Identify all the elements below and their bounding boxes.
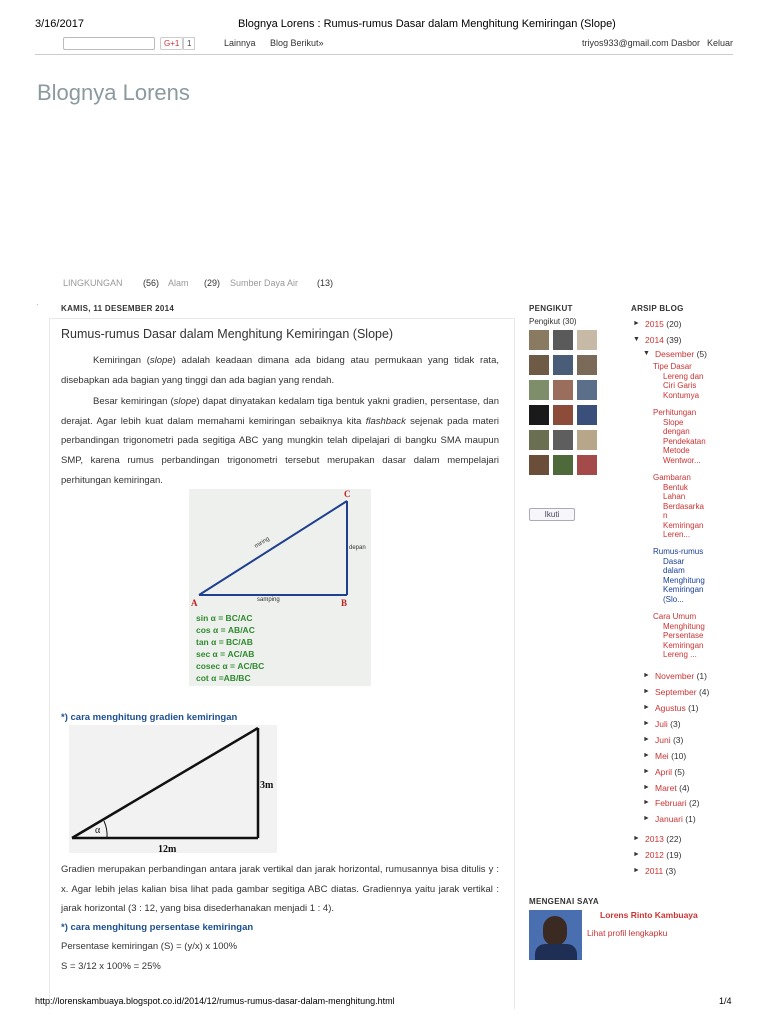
archive-heading: ARSIP BLOG — [631, 304, 684, 313]
archive-year-2011[interactable]: 2011 (3) — [645, 866, 677, 876]
formula-sin: sin α = BC/AC — [196, 613, 253, 623]
formula-cosec: cosec α = AC/BC — [196, 661, 265, 671]
collapsed-arrow-icon[interactable]: ► — [643, 704, 650, 711]
collapsed-arrow-icon[interactable]: ► — [643, 799, 650, 806]
label-link-sumber-daya-air[interactable]: Sumber Daya Air — [230, 278, 299, 288]
archive-month-april[interactable]: April (5) — [655, 767, 685, 777]
formula-cot: cot α =AB/BC — [196, 673, 251, 683]
expanded-arrow-icon[interactable]: ▼ — [633, 336, 640, 343]
trig-triangle-svg — [189, 489, 371, 686]
archive-year-2014[interactable]: 2014 (39) — [645, 335, 682, 345]
follower-avatar[interactable] — [577, 430, 597, 450]
vertex-c-label: C — [344, 489, 351, 499]
archive-year-2012[interactable]: 2012 (19) — [645, 850, 682, 860]
follower-avatar[interactable] — [553, 430, 573, 450]
archive-year-2013[interactable]: 2013 (22) — [645, 834, 682, 844]
opposite-label: depan — [349, 545, 366, 551]
follow-button[interactable]: Ikuti — [529, 508, 575, 521]
follower-avatar[interactable] — [553, 455, 573, 475]
subheading-gradien: *) cara menghitung gradien kemiringan — [61, 712, 238, 723]
profile-name[interactable]: Lorens Rinto Kambuaya — [600, 910, 698, 920]
formula-sec: sec α = AC/AB — [196, 649, 255, 659]
formula-cos: cos α = AB/AC — [196, 625, 255, 635]
follower-avatar[interactable] — [577, 355, 597, 375]
post-date-header: KAMIS, 11 DESEMBER 2014 — [61, 304, 175, 313]
hypotenuse-label: miring — [253, 536, 271, 550]
follower-avatar[interactable] — [529, 380, 549, 400]
navbar-dashboard-link[interactable]: Dasbor — [671, 38, 701, 48]
navbar-next-blog-link[interactable]: Blog Berikut» — [270, 38, 324, 48]
collapsed-arrow-icon[interactable]: ► — [643, 784, 650, 791]
collapsed-arrow-icon[interactable]: ► — [643, 688, 650, 695]
vertex-b-label: B — [341, 598, 348, 608]
followers-heading: PENGIKUT — [529, 304, 573, 313]
profile-link[interactable]: Lihat profil lengkapku — [587, 928, 668, 938]
slope-triangle-figure — [69, 725, 277, 853]
archive-month-maret[interactable]: Maret (4) — [655, 783, 690, 793]
about-heading: MENGENAI SAYA — [529, 897, 599, 906]
label-link-lingkungan[interactable]: LINGKUNGAN — [63, 278, 123, 288]
archive-post-link[interactable]: Tipe Dasar Lereng dan Ciri Garis Kontumya — [653, 362, 704, 400]
post-paragraph-3: Gradien merupakan perbandingan antara jarak vertikal dan jarak horizontal, rumusannya bisa ditulis y : x. Agar lebih jelas kalian bisa lihat pada gambar segitiga ABC diatas. Gradiennya yaitu jarak vertikal : jarak horizontal (3 : 12, yang bisa disederhanakan menjadi 1 : 4). — [61, 864, 499, 915]
gplus-button[interactable]: G+1 — [160, 37, 183, 50]
print-doc-title: Blognya Lorens : Rumus-rumus Dasar dalam Menghitung Kemiringan (Slope) — [238, 18, 616, 30]
expanded-arrow-icon[interactable]: ▼ — [643, 350, 650, 357]
angle-alpha-label: α — [95, 825, 101, 836]
post-paragraph-2: Besar kemiringan (slope) dapat dinyatakan kedalam tiga bentuk yakni gradien, persentase, dan derajat. Agar lebih kuat dalam memahami kemiringan sebaiknya kita flashback sejenak pada materi perbandingan trigonometri pada segitiga ABC yang mungkin telah dipelajari di bangku SMA maupun SMP, karena rumus perbandingan trigonometri tersebut merupakan dasar dalam mempelajari perhitungan kemiringan. — [61, 396, 499, 486]
archive-month-februari[interactable]: Februari (2) — [655, 798, 700, 808]
collapsed-arrow-icon[interactable]: ► — [633, 320, 640, 327]
collapsed-arrow-icon[interactable]: ► — [633, 835, 640, 842]
archive-month-desember[interactable]: Desember (5) — [655, 349, 707, 359]
follower-avatar[interactable] — [529, 355, 549, 375]
follower-avatar[interactable] — [529, 330, 549, 350]
archive-post-link-current[interactable]: Rumus-rumus Dasar dalam Menghitung Kemiringan (Slo... — [653, 547, 705, 604]
post-title[interactable]: Rumus-rumus Dasar dalam Menghitung Kemiringan (Slope) — [61, 327, 394, 341]
archive-month-agustus[interactable]: Agustus (1) — [655, 703, 699, 713]
navbar-search-input[interactable] — [63, 37, 155, 50]
base-label: 12m — [158, 844, 177, 853]
label-count: (29) — [204, 278, 221, 288]
print-date: 3/16/2017 — [35, 18, 84, 30]
archive-month-januari[interactable]: Januari (1) — [655, 814, 696, 824]
collapsed-arrow-icon[interactable]: ► — [643, 815, 650, 822]
follower-avatar[interactable] — [553, 380, 573, 400]
collapsed-arrow-icon[interactable]: ► — [643, 752, 650, 759]
navbar-logout-link[interactable]: Keluar — [707, 38, 734, 48]
collapsed-arrow-icon[interactable]: ► — [643, 768, 650, 775]
collapsed-arrow-icon[interactable]: ► — [633, 851, 640, 858]
follower-avatar[interactable] — [553, 355, 573, 375]
print-url: http://lorenskambuaya.blogspot.co.id/2014/12/rumus-rumus-dasar-dalam-menghitung.html — [35, 996, 395, 1006]
archive-post-link[interactable]: Perhitungan Slope dengan Pendekatan Metode Wentwor... — [653, 408, 706, 465]
follower-avatar[interactable] — [577, 380, 597, 400]
follower-avatar[interactable] — [529, 405, 549, 425]
collapsed-arrow-icon[interactable]: ► — [633, 867, 640, 874]
follower-avatar[interactable] — [553, 330, 573, 350]
label-count: (13) — [317, 278, 334, 288]
followers-count: Pengikut (30) — [529, 317, 577, 326]
archive-month-november[interactable]: November (1) — [655, 671, 707, 681]
archive-year-2015[interactable]: 2015 (20) — [645, 319, 682, 329]
collapsed-arrow-icon[interactable]: ► — [643, 672, 650, 679]
follower-avatar[interactable] — [529, 430, 549, 450]
vertex-a-label: A — [191, 598, 198, 608]
adjacent-label: samping — [257, 597, 280, 603]
collapsed-arrow-icon[interactable]: ► — [643, 720, 650, 727]
navbar-more-link[interactable]: Lainnya — [224, 38, 256, 48]
profile-avatar[interactable] — [529, 910, 582, 960]
print-page-number: 1/4 — [719, 996, 732, 1006]
formula-line-2: S = 3/12 x 100% = 25% — [61, 961, 161, 972]
height-label: 3m — [260, 780, 274, 791]
formula-line-1: Persentase kemiringan (S) = (y/x) x 100% — [61, 941, 238, 952]
subheading-persentase: *) cara menghitung persentase kemiringan — [61, 922, 254, 933]
blog-title[interactable]: Blognya Lorens — [37, 80, 190, 105]
archive-month-juni[interactable]: Juni (3) — [655, 735, 684, 745]
formula-tan: tan α = BC/AB — [196, 637, 253, 647]
archive-month-mei[interactable]: Mei (10) — [655, 751, 687, 761]
archive-month-juli[interactable]: Juli (3) — [655, 719, 681, 729]
archive-post-link[interactable]: Gambaran Bentuk Lahan Berdasarka n Kemiringan Leren... — [653, 473, 704, 539]
post-paragraph-1: Kemiringan (slope) adalah keadaan dimana ada bidang atau permukaan yang tidak rata, disebapkan ada bagian yang tinggi dan ada bagian yang rendah. — [61, 355, 499, 386]
follower-avatar[interactable] — [553, 405, 573, 425]
follower-avatar[interactable] — [577, 405, 597, 425]
trig-triangle-figure — [189, 489, 371, 686]
archive-post-link[interactable]: Cara Umum Menghitung Persentase Kemiringan Lereng ... — [653, 612, 705, 659]
archive-month-september[interactable]: September (4) — [655, 687, 710, 697]
follower-avatar[interactable] — [529, 455, 549, 475]
separator-dot: · — [36, 300, 39, 309]
label-count: (56) — [143, 278, 160, 288]
slope-triangle-svg — [69, 725, 277, 853]
collapsed-arrow-icon[interactable]: ► — [643, 736, 650, 743]
follower-avatar[interactable] — [577, 330, 597, 350]
follower-avatar[interactable] — [577, 455, 597, 475]
navbar-user-email: triyos933@gmail.com — [582, 38, 669, 48]
gplus-count: 1 — [183, 37, 195, 50]
label-link-alam[interactable]: Alam — [168, 278, 189, 288]
